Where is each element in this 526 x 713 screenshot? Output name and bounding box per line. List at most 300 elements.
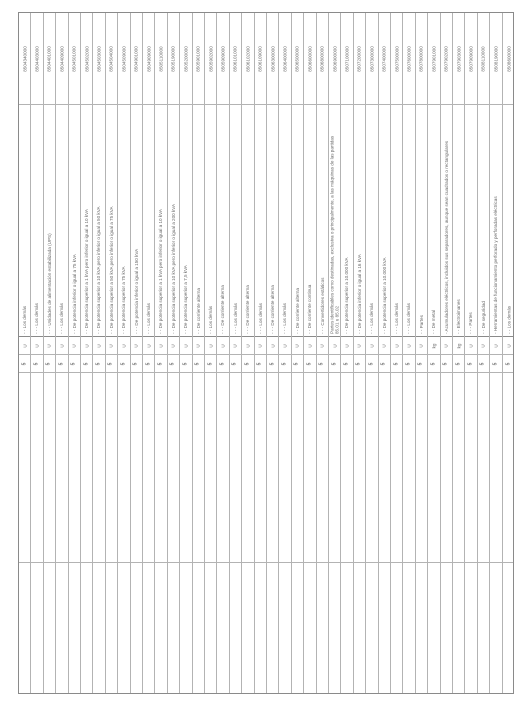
tariff-code-text: 8506101000 — [232, 45, 238, 72]
unit-cell — [304, 337, 315, 355]
rate-text: 5 — [306, 362, 313, 365]
table-row — [93, 13, 105, 693]
description-cell — [81, 105, 92, 337]
description-text: - - - Los demás — [232, 303, 238, 334]
table-row — [354, 13, 366, 693]
tariff-code-cell — [341, 13, 352, 105]
empty-cell — [292, 373, 303, 563]
unit-text: U — [121, 343, 127, 348]
unit-cell — [478, 337, 489, 355]
unit-text: U — [84, 343, 90, 348]
tariff-code-cell — [292, 13, 303, 105]
table-row — [267, 13, 279, 693]
empty-cell — [180, 373, 191, 563]
tariff-code-text: 8504340000 — [22, 45, 28, 72]
empty-cell — [478, 563, 489, 693]
empty-cell — [81, 373, 92, 563]
tariff-code-text: 8507300000 — [369, 45, 375, 72]
rate-cell — [131, 355, 142, 373]
table-row — [69, 13, 81, 693]
tariff-code-cell — [416, 13, 427, 105]
tariff-code-cell — [317, 13, 328, 105]
tariff-code-text: 8505190000 — [170, 45, 176, 72]
tariff-code-text: 8504504000 — [108, 45, 114, 72]
tariff-code-text: 8504501000 — [71, 45, 77, 72]
unit-cell — [56, 337, 67, 355]
rate-text: 5 — [21, 362, 28, 365]
empty-cell — [143, 563, 154, 693]
empty-cell — [279, 373, 290, 563]
tariff-code-cell — [143, 13, 154, 105]
unit-text: U — [257, 343, 263, 348]
empty-cell — [56, 563, 67, 693]
unit-text: U — [108, 343, 114, 348]
rate-text: 5 — [107, 362, 114, 365]
rate-text: 5 — [393, 362, 400, 365]
tariff-code-cell — [131, 13, 142, 105]
unit-text: U — [394, 343, 400, 348]
description-cell — [329, 105, 340, 337]
description-text: - - - De corriente alterna — [245, 285, 251, 334]
tariff-code-text: 8505110000 — [158, 45, 164, 72]
description-text: - - - De corriente alterna — [270, 285, 275, 334]
rate-text: 5 — [293, 362, 300, 365]
tariff-code-text: 8504401000 — [46, 45, 52, 72]
unit-cell — [354, 337, 365, 355]
tariff-code-text: 8506600000 — [307, 45, 313, 72]
description-cell — [193, 105, 204, 337]
unit-text: U — [493, 343, 499, 348]
rate-text: 5 — [157, 362, 164, 365]
empty-cell — [19, 373, 30, 563]
table-row — [329, 13, 341, 693]
empty-cell — [19, 563, 30, 693]
description-cell — [428, 105, 439, 337]
unit-text: U — [59, 343, 65, 348]
rate-text: 5 — [70, 362, 77, 365]
unit-cell — [329, 337, 340, 355]
description-cell — [155, 105, 166, 337]
rate-cell — [341, 355, 352, 373]
unit-text: U — [232, 343, 238, 348]
empty-cell — [205, 373, 216, 563]
unit-cell — [503, 337, 514, 355]
description-cell — [416, 105, 427, 337]
tariff-code-text: 8506109000 — [257, 45, 263, 72]
unit-text: U — [381, 343, 387, 348]
unit-text: U — [307, 343, 313, 348]
empty-cell — [292, 563, 303, 693]
description-text: - - Partes — [418, 315, 424, 334]
tariff-code-text: 8506400000 — [282, 45, 288, 72]
table-row — [193, 13, 205, 693]
unit-cell — [230, 337, 241, 355]
table-row — [143, 13, 155, 693]
table-row — [453, 13, 465, 693]
tariff-code-cell — [279, 13, 290, 105]
rate-text: 5 — [492, 362, 499, 365]
description-text: - - Los demás — [22, 305, 27, 334]
table-row — [403, 13, 415, 693]
unit-text: U — [369, 343, 375, 348]
description-text: - - De potencia superior a 50 kVA pero inferior o igual a 75 kVA — [108, 206, 114, 334]
table-row — [478, 13, 490, 693]
tariff-code-text: 8508190000 — [493, 45, 499, 72]
rate-text: 5 — [244, 362, 251, 365]
empty-cell — [465, 373, 476, 563]
tariff-code-text: 8505200000 — [183, 45, 189, 72]
rate-text: 5 — [256, 362, 263, 365]
empty-cell — [403, 373, 414, 563]
tariff-code-text: 8507902000 — [443, 45, 449, 72]
description-cell — [205, 105, 216, 337]
rate-text: 5 — [132, 362, 139, 365]
tariff-code-text: 8506500000 — [294, 45, 300, 72]
description-cell — [19, 105, 30, 337]
description-cell — [441, 105, 452, 337]
unit-text: U — [71, 343, 77, 348]
unit-text: U — [506, 343, 512, 348]
rate-text: 5 — [355, 362, 362, 365]
rate-cell — [366, 355, 377, 373]
rate-cell — [379, 355, 390, 373]
empty-cell — [465, 563, 476, 693]
table-row — [56, 13, 68, 693]
table-row — [279, 13, 291, 693]
unit-text: U — [208, 343, 214, 348]
table-row — [131, 13, 143, 693]
rate-text: 5 — [380, 362, 387, 365]
tariff-code-cell — [354, 13, 365, 105]
description-cell — [279, 105, 290, 337]
empty-cell — [453, 563, 464, 693]
empty-cell — [242, 563, 253, 693]
empty-cell — [31, 563, 42, 693]
tariff-code-cell — [453, 13, 464, 105]
unit-cell — [19, 337, 30, 355]
unit-cell — [279, 337, 290, 355]
description-cell — [44, 105, 55, 337]
table-row — [168, 13, 180, 693]
rate-cell — [267, 355, 278, 373]
description-cell — [304, 105, 315, 337]
rate-cell — [193, 355, 204, 373]
description-cell — [69, 105, 80, 337]
rate-text: 5 — [281, 362, 288, 365]
description-cell — [217, 105, 228, 337]
unit-cell — [143, 337, 154, 355]
empty-cell — [131, 563, 142, 693]
description-text: - - De seguridad — [480, 301, 486, 334]
table-row — [379, 13, 391, 693]
empty-cell — [44, 563, 55, 693]
unit-cell — [441, 337, 452, 355]
unit-text: U — [443, 343, 449, 348]
description-cell — [478, 105, 489, 337]
table-row — [366, 13, 378, 693]
tariff-code-text: 8505909000 — [220, 45, 226, 72]
unit-cell — [242, 337, 253, 355]
rate-text: 5 — [194, 362, 201, 365]
tariff-code-text: 8507909000 — [468, 45, 474, 72]
tariff-code-cell — [379, 13, 390, 105]
empty-cell — [379, 373, 390, 563]
rate-cell — [317, 355, 328, 373]
empty-cell — [230, 563, 241, 693]
empty-cell — [230, 373, 241, 563]
rate-cell — [118, 355, 129, 373]
empty-cell — [490, 563, 501, 693]
rate-cell — [416, 355, 427, 373]
unit-cell — [366, 337, 377, 355]
empty-cell — [93, 563, 104, 693]
empty-cell — [403, 563, 414, 693]
table-row — [441, 13, 453, 693]
unit-text: U — [183, 343, 189, 348]
tariff-code-cell — [230, 13, 241, 105]
tariff-code-cell — [267, 13, 278, 105]
rate-text: 5 — [120, 362, 127, 365]
table-row — [180, 13, 192, 693]
rate-cell — [19, 355, 30, 373]
empty-cell — [131, 373, 142, 563]
description-text: - - Los demás — [208, 305, 213, 334]
tariff-code-cell — [19, 13, 30, 105]
empty-cell — [69, 563, 80, 693]
description-cell — [131, 105, 142, 337]
description-cell — [465, 105, 476, 337]
unit-cell — [44, 337, 55, 355]
empty-cell — [168, 563, 179, 693]
unit-cell — [168, 337, 179, 355]
description-cell — [267, 105, 278, 337]
tariff-code-cell — [255, 13, 266, 105]
unit-cell — [69, 337, 80, 355]
description-cell — [255, 105, 266, 337]
empty-cell — [205, 563, 216, 693]
description-text: - - De corriente alterna — [195, 288, 201, 334]
tariff-code-text: 8506800000 — [319, 45, 325, 72]
tariff-code-cell — [490, 13, 501, 105]
tariff-code-cell — [93, 13, 104, 105]
empty-cell — [379, 563, 390, 693]
tariff-code-text: 8507400000 — [381, 45, 387, 72]
description-cell — [354, 105, 365, 337]
tariff-code-cell — [304, 13, 315, 105]
tariff-code-cell — [503, 13, 514, 105]
table-row — [44, 13, 56, 693]
tariff-code-text: 8507100000 — [344, 45, 350, 72]
table-row — [81, 13, 93, 693]
tariff-table — [18, 12, 514, 694]
unit-text: U — [332, 343, 338, 348]
description-cell — [180, 105, 191, 337]
rate-text: 5 — [331, 362, 338, 365]
empty-cell — [428, 563, 439, 693]
unit-cell — [391, 337, 402, 355]
rate-text: 5 — [207, 362, 214, 365]
empty-cell — [267, 563, 278, 693]
unit-text: U — [418, 343, 424, 348]
tariff-code-cell — [106, 13, 117, 105]
rate-cell — [403, 355, 414, 373]
table-row — [341, 13, 353, 693]
tariff-code-text: 8504502000 — [84, 45, 90, 72]
description-cell — [118, 105, 129, 337]
rate-cell — [391, 355, 402, 373]
unit-cell — [341, 337, 352, 355]
tariff-code-text: 8507903000 — [456, 45, 462, 72]
empty-cell — [304, 563, 315, 693]
tariff-code-cell — [329, 13, 340, 105]
empty-cell — [391, 563, 402, 693]
empty-cell — [317, 563, 328, 693]
empty-cell — [267, 373, 278, 563]
tariff-code-text: 8505902000 — [208, 45, 214, 72]
tariff-code-text: 8508600000 — [506, 45, 512, 72]
description-text: Partes identificables como destinadas, exclusiva o principalmente, a las máquinas de las partidas 85.01 u 85.02 — [329, 135, 340, 334]
description-text: - - - Los demás — [59, 303, 65, 334]
rate-text: 5 — [505, 362, 512, 365]
description-text: - Acumuladores eléctricos, incluidos sus separadores, aunque sean cuadrados o rectangulares — [443, 140, 449, 334]
unit-cell — [155, 337, 166, 355]
empty-cell — [180, 563, 191, 693]
description-cell — [391, 105, 402, 337]
table-row — [106, 13, 118, 693]
tariff-code-text: 8504409000 — [59, 45, 65, 72]
tariff-code-cell — [180, 13, 191, 105]
tariff-code-cell — [391, 13, 402, 105]
empty-cell — [341, 563, 352, 693]
description-text: - - Electroimanes — [456, 299, 461, 334]
description-text: - - - Unidades de alimentación estabilizada (UPS) — [46, 233, 52, 334]
tariff-code-cell — [366, 13, 377, 105]
empty-cell — [155, 373, 166, 563]
rate-text: 5 — [95, 362, 102, 365]
rate-cell — [329, 355, 340, 373]
rate-cell — [81, 355, 92, 373]
table-row — [217, 13, 229, 693]
description-text: - - - Los demás — [257, 303, 263, 334]
empty-cell — [143, 373, 154, 563]
tariff-code-cell — [217, 13, 228, 105]
tariff-code-text: 8506300000 — [270, 45, 276, 72]
description-text: - - De potencia superior a 10.000 kVA — [344, 257, 350, 334]
rate-text: 5 — [169, 362, 176, 365]
description-text: - - De potencia superior a 10.000 kVA — [381, 257, 387, 334]
empty-cell — [118, 563, 129, 693]
table-row — [155, 13, 167, 693]
empty-cell — [416, 563, 427, 693]
empty-cell — [255, 563, 266, 693]
unit-cell — [118, 337, 129, 355]
rate-text: 5 — [145, 362, 152, 365]
description-text: - - - Los demás — [394, 303, 399, 334]
tariff-code-cell — [118, 13, 129, 105]
rate-cell — [490, 355, 501, 373]
unit-cell — [217, 337, 228, 355]
rate-cell — [155, 355, 166, 373]
unit-cell — [465, 337, 476, 355]
unit-text: U — [22, 343, 28, 348]
rate-cell — [93, 355, 104, 373]
unit-text: U — [34, 343, 40, 348]
unit-text: U — [96, 343, 102, 348]
table-row — [416, 13, 428, 693]
table-row — [118, 13, 130, 693]
empty-cell — [416, 373, 427, 563]
tariff-code-text: 8507901000 — [431, 45, 437, 72]
description-text: - - - Los demás — [34, 303, 40, 334]
empty-cell — [193, 373, 204, 563]
rate-cell — [31, 355, 42, 373]
rate-cell — [44, 355, 55, 373]
tariff-code-cell — [69, 13, 80, 105]
rate-cell — [354, 355, 365, 373]
description-cell — [168, 105, 179, 337]
unit-text: U — [270, 343, 276, 348]
tariff-code-cell — [205, 13, 216, 105]
empty-cell — [354, 373, 365, 563]
tariff-code-text: 8504503000 — [96, 45, 102, 72]
table-row — [503, 13, 514, 693]
rate-cell — [106, 355, 117, 373]
table-row — [255, 13, 267, 693]
empty-cell — [366, 373, 377, 563]
table-row — [31, 13, 43, 693]
tariff-code-cell — [168, 13, 179, 105]
empty-cell — [81, 563, 92, 693]
table-row — [391, 13, 403, 693]
rate-text: 5 — [318, 362, 325, 365]
rate-text: 5 — [58, 362, 65, 365]
description-text: - - De corriente continua — [307, 284, 313, 334]
description-text: - - - Los demás — [406, 303, 412, 334]
description-text: - - De corriente alterna — [294, 288, 300, 334]
unit-text: U — [480, 343, 486, 348]
unit-cell — [81, 337, 92, 355]
description-cell — [366, 105, 377, 337]
table-row — [242, 13, 254, 693]
description-text: - - - Los demás — [282, 303, 288, 334]
unit-cell — [205, 337, 216, 355]
table-row — [490, 13, 502, 693]
unit-cell — [193, 337, 204, 355]
unit-text: kg — [431, 343, 437, 348]
description-text: - - - De potencia inferior o igual a 150 kVA — [133, 248, 139, 334]
rate-text: 5 — [219, 362, 226, 365]
tariff-code-cell — [81, 13, 92, 105]
unit-cell — [317, 337, 328, 355]
rate-text: 5 — [33, 362, 40, 365]
empty-cell — [490, 373, 501, 563]
tariff-code-cell — [44, 13, 55, 105]
unit-text: U — [356, 343, 362, 348]
empty-cell — [329, 563, 340, 693]
empty-cell — [391, 373, 402, 563]
rate-text: 5 — [343, 362, 350, 365]
rate-cell — [478, 355, 489, 373]
empty-cell — [155, 563, 166, 693]
description-text: - - De potencia superior a 7,5 kVA — [183, 265, 189, 334]
table-row — [465, 13, 477, 693]
tariff-code-text: 8507800000 — [418, 45, 424, 72]
description-text: - - - Convertidores estáticos — [319, 277, 325, 334]
description-text: - - De potencia superior a 1 kVA pero inferior o igual a 10 kVA — [84, 209, 89, 334]
rate-cell — [441, 355, 452, 373]
unit-cell — [490, 337, 501, 355]
unit-text: U — [406, 343, 412, 348]
